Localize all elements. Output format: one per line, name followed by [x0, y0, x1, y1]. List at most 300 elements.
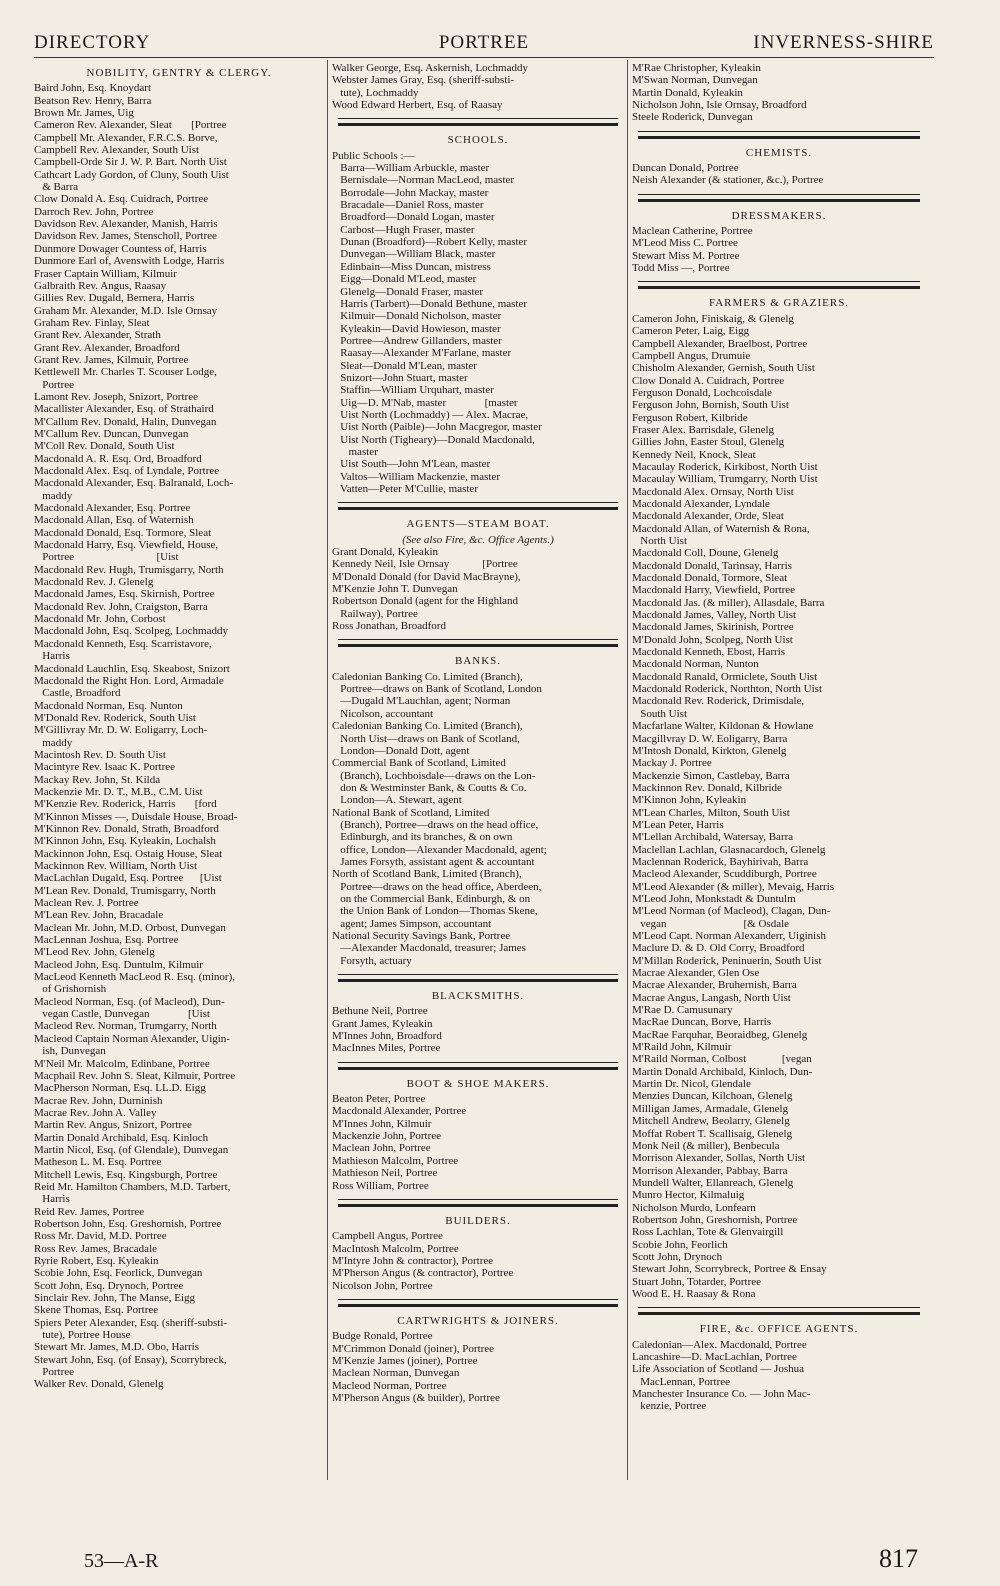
- directory-entry: Kilmuir—Donald Nicholson, master: [332, 310, 502, 323]
- directory-entry: Sleat—Donald M'Lean, master: [332, 359, 477, 372]
- directory-entry: Graham Mr. Alexander, M.D. Isle Ornsay: [34, 304, 218, 317]
- directory-entry: Mackinnon Rev. William, North Uist: [34, 860, 198, 872]
- directory-entry: Portree: [34, 1366, 75, 1379]
- directory-entry: Macdonald Mr. John, Corbost: [34, 613, 166, 626]
- directory-entry: Edinburgh, and its branches, & on own: [332, 831, 513, 844]
- directory-entry: Macleod Rev. Norman, Trumgarry, North: [34, 1020, 217, 1033]
- directory-entry: M'Leod John, Monkstadt & Duntulm: [632, 892, 796, 905]
- directory-entry: Campbell Angus, Drumuie: [632, 349, 751, 362]
- directory-entry: Cathcart Lady Gordon, of Cluny, South Uist: [34, 168, 229, 181]
- directory-entry: M'Callum Rev. Donald, Halin, Dunvegan: [34, 415, 217, 428]
- directory-entry: M'Lean Rev. Donald, Trumisgarry, North: [34, 884, 216, 897]
- directory-entry: M'Leod Rev. John, Glenelg: [34, 946, 155, 959]
- directory-entry: Ross William, Portree: [332, 1179, 429, 1192]
- directory-entry: M'Millan Roderick, Peninuerin, South Uist: [632, 954, 822, 967]
- directory-entry: Harris: [34, 1193, 70, 1206]
- directory-entry: tute), Portree House: [34, 1329, 131, 1342]
- directory-entry: Fraser Alex. Barrisdale, Glenelg: [632, 423, 775, 436]
- directory-entry: Campbell Mr. Alexander, F.R.C.S. Borve,: [34, 131, 218, 144]
- section-divider: [338, 502, 618, 510]
- directory-entry: Kyleakin—David Howieson, master: [332, 322, 501, 335]
- directory-entry: Barra—William Arbuckle, master: [332, 162, 490, 175]
- directory-entry: Baird John, Esq. Knoydart: [34, 82, 152, 95]
- header-left: DIRECTORY: [34, 32, 151, 53]
- directory-entry: Macdonald Donald, Tormore, Sleat: [632, 572, 788, 585]
- directory-entry: Stewart Mr. James, M.D. Obo, Harris: [34, 1341, 199, 1354]
- directory-entry: Maclean Rev. J. Portree: [34, 897, 139, 910]
- directory-entry: Portree—draws on Bank of Scotland, London: [332, 683, 542, 696]
- directory-entry: Robertson Donald (agent for the Highland: [332, 595, 519, 608]
- directory-entry: vegan [& Osdale: [632, 917, 790, 930]
- directory-entry: Gillies Rev. Dugald, Bernera, Harris: [34, 292, 195, 305]
- section-title-banks: BANKS.: [454, 655, 502, 668]
- directory-entry: Carbost—Hugh Fraser, master: [332, 223, 475, 236]
- section-title-fire: FIRE, &c. OFFICE AGENTS.: [699, 1323, 859, 1336]
- directory-entry: M'Kinnon John, Kyleakin: [632, 794, 747, 807]
- directory-entry: M'Crimmon Donald (joiner), Portree: [332, 1342, 495, 1355]
- header-rule: [34, 57, 934, 58]
- chemists-list: [632, 162, 926, 187]
- directory-entry: M'Kenzie John T. Dunvegan: [332, 583, 458, 596]
- directory-entry: Nicholson Murdo, Lonfearn: [632, 1201, 756, 1214]
- builders-continued-list: [632, 62, 926, 124]
- directory-entry: Macrae Angus, Langash, North Uist: [632, 991, 791, 1004]
- directory-entry: Castle, Broadford: [34, 687, 121, 700]
- directory-entry: Macleod Captain Norman Alexander, Uigin-: [34, 1032, 230, 1045]
- directory-entry: Matheson L. M. Esq. Portree: [34, 1156, 162, 1169]
- directory-entry: Portree—draws on the head office, Aberdeen,: [332, 880, 542, 893]
- section-divider: [338, 1299, 618, 1307]
- directory-entry: Moffat Robert T. Scallisaig, Glenelg: [632, 1127, 793, 1140]
- section-divider: [638, 131, 920, 139]
- directory-entry: M'Kinnon John, Esq. Kyleakin, Lochalsh: [34, 835, 216, 848]
- directory-entry: Macgillvray D. W. Eoligarry, Barra: [632, 732, 788, 745]
- directory-entry: Beaton Peter, Portree: [332, 1093, 426, 1106]
- directory-entry: Macleod Norman, Portree: [332, 1379, 447, 1392]
- directory-entry: Robertson John, Esq. Greshornish, Portree: [34, 1217, 222, 1230]
- directory-entry: M'Intyre John & contractor), Portree: [332, 1254, 494, 1267]
- directory-entry: M'Neil Mr. Malcolm, Edinbane, Portree: [34, 1057, 210, 1070]
- directory-entry: Stuart John, Totarder, Portree: [632, 1275, 762, 1288]
- directory-entry: Grant James, Kyleakin: [332, 1017, 433, 1030]
- directory-entry: London—Donald Dott, agent: [332, 744, 470, 757]
- directory-entry: M'Kenzie James (joiner), Portree: [332, 1354, 478, 1367]
- directory-entry: Macdonald Kenneth, Ebost, Harris: [632, 646, 786, 659]
- directory-entry: Portree—Andrew Gillanders, master: [332, 334, 502, 347]
- column-divider: [627, 60, 628, 1480]
- directory-entry: Dunmore Earl of, Avenswith Lodge, Harris: [34, 255, 225, 268]
- directory-entry: M'Leod Alexander (& miller), Mevaig, Harris: [632, 880, 835, 893]
- directory-entry: London—A. Stewart, agent: [332, 794, 462, 807]
- directory-entry: Macdonald Roderick, Northton, North Uist: [632, 683, 823, 696]
- header-center: PORTREE: [438, 32, 530, 53]
- directory-entry: Macdonald Alexander, Esq. Balranald, Loch-: [34, 477, 234, 490]
- farmers-list: [632, 313, 926, 1301]
- directory-entry: M'Leod Miss C. Portree: [632, 237, 738, 250]
- directory-entry: Martin Donald Archibald, Kinloch, Dun-: [632, 1065, 813, 1078]
- directory-entry: Macrae Alexander, Glen Ose: [632, 967, 760, 980]
- dressmakers-list: [632, 225, 926, 274]
- header-right: INVERNESS-SHIRE: [753, 32, 934, 53]
- directory-entry: Macdonald Donald, Tarinsay, Harris: [632, 559, 792, 572]
- directory-entry: Webster James Gray, Esq. (sheriff-substi-: [332, 74, 515, 87]
- directory-entry: MacPherson Norman, Esq. LL.D. Eigg: [34, 1082, 206, 1095]
- directory-entry: Macdonald Alexander, Orde, Sleat: [632, 510, 784, 523]
- directory-entry: Harris (Tarbert)—Donald Bethune, master: [332, 297, 528, 310]
- directory-entry: Macdonald Rev. Hugh, Trumisgarry, North: [34, 563, 224, 576]
- directory-entry: M'Donald Rev. Roderick, South Uist: [34, 711, 196, 724]
- directory-entry: Caledonian Banking Co. Limited (Branch),: [332, 720, 523, 733]
- directory-entry: on the Commercial Bank, Edinburgh, & on: [332, 892, 531, 905]
- directory-entry: Macleod John, Esq. Duntulm, Kilmuir: [34, 958, 203, 971]
- directory-entry: Macallister Alexander, Esq. of Strathaird: [34, 403, 214, 416]
- section-title-schools: SCHOOLS.: [447, 134, 509, 147]
- directory-entry: Stewart John, Esq. (of Ensay), Scorrybreck,: [34, 1353, 227, 1366]
- directory-entry: Caledonian—Alex. Macdonald, Portree: [632, 1338, 807, 1351]
- directory-entry: Scott John, Drynoch: [632, 1250, 723, 1263]
- directory-entry: M'Leod Capt. Norman Alexanderr, Uiginish: [632, 930, 827, 942]
- directory-entry: Ross Mr. David, M.D. Portree: [34, 1230, 167, 1243]
- directory-entry: Duncan Donald, Portree: [632, 162, 739, 175]
- directory-entry: Darroch Rev. John, Portree: [34, 205, 154, 218]
- section-title-boot: BOOT & SHOE MAKERS.: [406, 1077, 550, 1090]
- directory-entry: Grant Rev. James, Kilmuir, Portree: [34, 353, 189, 366]
- directory-entry: Lamont Rev. Joseph, Snizort, Portree: [34, 390, 198, 403]
- section-divider: [638, 194, 920, 202]
- section-title-chemists: CHEMISTS.: [745, 146, 813, 159]
- section-title-agents: AGENTS—STEAM BOAT.: [406, 518, 550, 531]
- directory-entry: —Alexander Macdonald, treasurer; James: [332, 942, 526, 955]
- directory-entry: M'Kinnon Misses —, Duisdale House, Broad-: [34, 810, 238, 823]
- section-title-blacksmiths: BLACKSMITHS.: [431, 990, 525, 1003]
- directory-entry: —Dugald M'Lauchlan, agent; Norman: [332, 695, 511, 708]
- directory-entry: Monk Neil (& miller), Benbecula: [632, 1139, 780, 1152]
- directory-entry: Stewart Miss M. Portree: [632, 249, 740, 262]
- directory-entry: Macdonald Harry, Viewfield, Portree: [632, 584, 796, 597]
- directory-entry: Macdonald James, Valley, North Uist: [632, 609, 797, 622]
- directory-entry: tute), Lochmaddy: [332, 86, 419, 99]
- directory-entry: Morrison Alexander, Pabbay, Barra: [632, 1164, 788, 1177]
- directory-entry: M'Pherson Angus (& contractor), Portree: [332, 1267, 514, 1280]
- directory-entry: Macphail Rev. John S. Sleat, Kilmuir, Portree: [34, 1069, 236, 1082]
- directory-entry: Dunan (Broadford)—Robert Kelly, master: [332, 236, 528, 249]
- directory-entry: Cameron Peter, Laig, Eigg: [632, 325, 750, 338]
- footer-signature: 53—A-R: [84, 1550, 159, 1572]
- directory-entry: office, London—Alexander Macdonald, agent;: [332, 843, 547, 856]
- directory-entry: Mackinnon Rev. Donald, Kilbride: [632, 781, 782, 794]
- directory-entry: Macdonald Rev. J. Glenelg: [34, 576, 154, 589]
- directory-entry: maddy: [34, 736, 73, 749]
- directory-entry: Bernisdale—Norman MacLeod, master: [332, 174, 515, 187]
- directory-entry: Edinbain—Miss Duncan, mistress: [332, 260, 491, 273]
- directory-entry: Campbell Alexander, Braelbost, Portree: [632, 337, 808, 350]
- cartwrights-list: [332, 1330, 624, 1404]
- directory-entry: Macdonald Jas. (& miller), Allasdale, Barra: [632, 596, 825, 609]
- directory-entry: Ross Rev. James, Bracadale: [34, 1242, 158, 1255]
- directory-entry: Mackinnon John, Esq. Ostaig House, Sleat: [34, 847, 223, 860]
- directory-entry: M'Gillivray Mr. D. W. Eoligarry, Loch-: [34, 724, 208, 737]
- directory-entry: Dunmore Dowager Countess of, Harris: [34, 242, 207, 255]
- directory-entry: Davidson Rev. Alexander, Manish, Harris: [34, 218, 218, 231]
- directory-entry: National Bank of Scotland, Limited: [332, 806, 490, 819]
- page-header: [34, 32, 934, 56]
- nobility-continued-list: [332, 62, 624, 111]
- directory-entry: Clow Donald A. Esq. Cuidrach, Portree: [34, 193, 209, 206]
- directory-entry: Galbraith Rev. Angus, Raasay: [34, 279, 167, 292]
- directory-entry: of Grishornish: [34, 983, 107, 996]
- directory-entry: Macdonald Kenneth, Esq. Scarristavore,: [34, 637, 212, 650]
- directory-entry: Ferguson John, Bornish, South Uist: [632, 399, 789, 412]
- directory-entry: Glenelg—Donald Fraser, master: [332, 285, 484, 298]
- directory-entry: Broadford—Donald Logan, master: [332, 211, 495, 224]
- directory-entry: Macdonald Alexander, Portree: [332, 1105, 467, 1118]
- directory-entry: Macdonald Ranald, Ormiclete, South Uist: [632, 670, 818, 683]
- directory-entry: Macrae Rev. John A. Valley: [34, 1106, 157, 1119]
- section-divider: [638, 1307, 920, 1315]
- directory-entry: North of Scotland Bank, Limited (Branch),: [332, 868, 522, 881]
- section-divider: [338, 1199, 618, 1207]
- directory-entry: Bethune Neil, Portree: [332, 1005, 428, 1018]
- directory-entry: Nicolson John, Portree: [332, 1279, 433, 1292]
- directory-entry: South Uist: [632, 707, 688, 720]
- section-title-dressmakers: DRESSMAKERS.: [731, 209, 827, 222]
- directory-entry: Wood E. H. Raasay & Rona: [632, 1287, 756, 1300]
- directory-entry: MacRae Duncan, Borve, Harris: [632, 1016, 771, 1029]
- directory-entry: Grant Rev. Alexander, Broadford: [34, 341, 180, 354]
- directory-entry: M'Donald John, Scolpeg, North Uist: [632, 633, 793, 646]
- directory-entry: Portree [Uist: [34, 551, 179, 564]
- directory-entry: Reid Mr. Hamilton Chambers, M.D. Tarbert,: [34, 1180, 231, 1193]
- directory-entry: Macfarlane Walter, Kildonan & Howlane: [632, 720, 814, 733]
- directory-entry: Mackenzie John, Portree: [332, 1130, 442, 1143]
- directory-entry: Macdonald Donald, Esq. Tormore, Sleat: [34, 526, 212, 539]
- directory-entry: Stewart John, Scorrybreck, Portree & Ensay: [632, 1263, 827, 1276]
- directory-entry: Cameron Rev. Alexander, Sleat [Portree: [34, 119, 227, 132]
- directory-entry: MacLennan Joshua, Esq. Portree: [34, 934, 179, 947]
- directory-entry: Uist North (Tigheary)—Donald Macdonald,: [332, 433, 535, 446]
- directory-entry: North Uist—draws on Bank of Scotland,: [332, 732, 520, 745]
- directory-entry: M'Kinnon Rev. Donald, Strath, Broadford: [34, 822, 219, 835]
- directory-entry: M'Lean Charles, Milton, South Uist: [632, 806, 790, 819]
- directory-entry: Maclellan Lachlan, Glasnacardoch, Glenelg: [632, 843, 826, 856]
- directory-entry: Scobie John, Feorlich: [632, 1238, 728, 1251]
- directory-entry: MacLeod Kenneth MacLeod R. Esq. (minor),: [34, 971, 235, 984]
- directory-entry: Ross Jonathan, Broadford: [332, 620, 446, 633]
- directory-entry: Budge Ronald, Portree: [332, 1330, 433, 1343]
- directory-entry: Railway), Portree: [332, 607, 418, 620]
- directory-entry: M'Donald Donald (for David MacBrayne),: [332, 570, 521, 583]
- directory-entry: M'Innes John, Kilmuir: [332, 1117, 432, 1130]
- directory-entry: Maclennan Roderick, Bayhirivah, Barra: [632, 855, 809, 868]
- directory-entry: Raasay—Alexander M'Farlane, master: [332, 347, 512, 360]
- directory-entry: ish, Dunvegan: [34, 1045, 106, 1058]
- agents-list: [332, 546, 624, 632]
- directory-entry: Martin Donald, Kyleakin: [632, 86, 743, 99]
- directory-entry: Martin Dr. Nicol, Glendale: [632, 1078, 751, 1091]
- directory-entry: M'Rae Christopher, Kyleakin: [632, 62, 761, 74]
- directory-entry: Scott John, Esq. Drynoch, Portree: [34, 1279, 184, 1292]
- directory-entry: Macaulay Roderick, Kirkibost, North Uist: [632, 460, 818, 473]
- directory-entry: vegan Castle, Dunvegan [Uist: [34, 1008, 210, 1021]
- directory-entry: Grant Donald, Kyleakin: [332, 546, 438, 559]
- directory-entry: Sinclair Rev. John, The Manse, Eigg: [34, 1292, 196, 1305]
- directory-entry: National Security Savings Bank, Portree: [332, 930, 511, 942]
- blacksmiths-list: [332, 1005, 624, 1054]
- directory-entry: Brown Mr. James, Uig: [34, 107, 134, 120]
- schools-list: [332, 150, 624, 496]
- directory-entry: Nicholson John, Isle Ornsay, Broadford: [632, 99, 807, 112]
- directory-entry: kenzie, Portree: [632, 1400, 707, 1413]
- directory-entry: Macdonald Alex. Esq. of Lyndale, Portree: [34, 465, 220, 477]
- directory-entry: Mackenzie Simon, Castlebay, Barra: [632, 769, 790, 782]
- directory-entry: Eigg—Donald M'Leod, master: [332, 273, 477, 286]
- directory-entry: Macdonald Harry, Esq. Viewfield, House,: [34, 539, 219, 552]
- directory-entry: Uig—D. M'Nab, master [master: [332, 396, 518, 409]
- directory-entry: Chisholm Alexander, Gernish, South Uist: [632, 362, 815, 375]
- directory-entry: Nicolson, accountant: [332, 707, 434, 720]
- directory-entry: Macintosh Rev. D. South Uist: [34, 748, 166, 761]
- directory-entry: Bracadale—Daniel Ross, master: [332, 199, 484, 212]
- directory-entry: Walker George, Esq. Askernish, Lochmaddy: [332, 62, 528, 74]
- directory-entry: Grant Rev. Alexander, Strath: [34, 329, 161, 342]
- section-divider: [338, 1062, 618, 1070]
- directory-entry: Snizort—John Stuart, master: [332, 371, 468, 384]
- directory-entry: MacIntosh Malcolm, Portree: [332, 1242, 459, 1255]
- directory-entry: Dunvegan—William Black, master: [332, 248, 496, 261]
- directory-entry: master: [332, 445, 378, 458]
- directory-entry: Uist North (Lochmaddy) — Alex. Macrae,: [332, 408, 529, 421]
- directory-entry: M'Raild John, Kilmuir: [632, 1041, 732, 1054]
- directory-entry: Commercial Bank of Scotland, Limited: [332, 757, 506, 770]
- directory-entry: Wood Edward Herbert, Esq. of Raasay: [332, 99, 503, 112]
- directory-entry: Ferguson Donald, Lochcoisdale: [632, 386, 773, 399]
- directory-entry: James Forsyth, assistant agent & accountant: [332, 855, 535, 868]
- directory-entry: Macrae Rev. John, Durninish: [34, 1094, 163, 1107]
- directory-entry: MacRae Farquhar, Beoraidbeg, Glenelg: [632, 1028, 808, 1041]
- directory-entry: Graham Rev. Finlay, Sleat: [34, 316, 150, 329]
- section-title-nobility: NOBILITY, GENTRY & CLERGY.: [86, 67, 272, 79]
- directory-entry: Uist North (Paible)—John Macgregor, master: [332, 421, 542, 434]
- page-number: 817: [879, 1544, 918, 1573]
- directory-entry: Maclean John, Portree: [332, 1142, 431, 1155]
- directory-entry: M'Lean Rev. John, Bracadale: [34, 909, 164, 922]
- directory-entry: Mitchell Lewis, Esq. Kingsburgh, Portree: [34, 1168, 218, 1181]
- directory-entry: Mitchell Andrew, Beolarry, Glenelg: [632, 1115, 790, 1128]
- directory-entry: Uist South—John M'Lean, master: [332, 458, 491, 471]
- section-divider: [338, 974, 618, 982]
- section-divider: [338, 118, 618, 126]
- directory-entry: M'Swan Norman, Dunvegan: [632, 74, 758, 87]
- directory-entry: (Branch), Portree—draws on the head office,: [332, 818, 539, 831]
- directory-entry: Macdonald the Right Hon. Lord, Armadale: [34, 674, 224, 687]
- fire-agents-list: [632, 1339, 926, 1413]
- directory-entry: Macdonald A. R. Esq. Ord, Broadford: [34, 452, 202, 465]
- section-title-builders: BUILDERS.: [445, 1214, 511, 1227]
- directory-entry: Mathieson Neil, Portree: [332, 1167, 438, 1180]
- directory-entry: Macdonald Alexander, Lyndale: [632, 497, 770, 510]
- directory-entry: M'Coll Rev. Donald, South Uist: [34, 440, 175, 453]
- column-2: [332, 62, 624, 1404]
- directory-entry: Portree: [34, 378, 75, 391]
- directory-entry: Martin Rev. Angus, Snizort, Portree: [34, 1119, 192, 1132]
- directory-entry: Valtos—William Mackenzie, master: [332, 470, 500, 483]
- directory-entry: Kennedy Neil, Knock, Sleat: [632, 448, 756, 461]
- agents-note: (See also Fire, &c. Office Agents.): [402, 533, 554, 546]
- directory-entry: Kettlewell Mr. Charles T. Scouser Lodge,: [34, 366, 217, 379]
- directory-entry: Macdonald Allan, of Waternish & Rona,: [632, 522, 810, 535]
- directory-entry: Mackay Rev. John, St. Kilda: [34, 773, 161, 786]
- section-divider: [638, 281, 920, 289]
- directory-entry: M'Kenzie Rev. Roderick, Harris [ford: [34, 798, 217, 811]
- directory-entry: Macdonald John, Esq. Scolpeg, Lochmaddy: [34, 625, 228, 638]
- directory-entry: Steele Roderick, Dunvegan: [632, 111, 753, 124]
- directory-entry: North Uist: [632, 535, 687, 547]
- directory-entry: M'Leod Norman (of Macleod), Clagan, Dun-: [632, 905, 831, 918]
- directory-entry: Staffin—William Urquhart, master: [332, 384, 494, 397]
- directory-entry: Walker Rev. Donald, Glenelg: [34, 1378, 164, 1391]
- directory-entry: Campbell Rev. Alexander, South Uist: [34, 144, 200, 157]
- directory-entry: Manchester Insurance Co. — John Mac-: [632, 1388, 811, 1401]
- directory-entry: Macdonald Coll, Doune, Glenelg: [632, 547, 779, 560]
- directory-entry: Macleod Norman, Esq. (of Macleod), Dun-: [34, 995, 225, 1008]
- directory-entry: Kennedy Neil, Isle Ornsay [Portree: [332, 558, 518, 571]
- directory-entry: Macdonald Rev. John, Craigston, Barra: [34, 600, 208, 613]
- directory-entry: Cameron John, Finiskaig, & Glenelg: [632, 312, 794, 325]
- directory-entry: & Barra: [34, 181, 78, 194]
- directory-entry: (Branch), Lochboisdale—draws on the Lon-: [332, 769, 536, 782]
- directory-entry: Menzies Duncan, Kilchoan, Glenelg: [632, 1090, 793, 1103]
- directory-entry: Fraser Captain William, Kilmuir: [34, 267, 177, 280]
- directory-entry: Campbell-Orde Sir J. W. P. Bart. North Uist: [34, 156, 227, 169]
- section-divider: [338, 639, 618, 647]
- directory-entry: Mackay J. Portree: [632, 757, 712, 770]
- directory-entry: agent; James Simpson, accountant: [332, 917, 492, 930]
- directory-entry: Martin Nicol, Esq. (of Glendale), Dunvegan: [34, 1143, 229, 1156]
- directory-entry: M'Innes John, Broadford: [332, 1030, 442, 1043]
- nobility-list: [34, 82, 324, 1390]
- directory-entry: Macdonald James, Skirinish, Portree: [632, 621, 794, 634]
- directory-entry: Caledonian Banking Co. Limited (Branch),: [332, 670, 523, 683]
- directory-entry: Martin Donald Archibald, Esq. Kinloch: [34, 1131, 209, 1144]
- column-1: [34, 62, 324, 1391]
- directory-entry: Clow Donald A. Cuidrach, Portree: [632, 374, 785, 387]
- directory-entry: Macdonald Lauchlin, Esq. Skeabost, Snizort: [34, 662, 230, 675]
- directory-entry: Maclean Mr. John, M.D. Orbost, Dunvegan: [34, 921, 226, 934]
- directory-entry: Campbell Angus, Portree: [332, 1230, 443, 1243]
- directory-entry: Vatten—Peter M'Cullie, master: [332, 483, 478, 495]
- directory-entry: Macrae Alexander, Bruhernish, Barra: [632, 979, 797, 992]
- directory-entry: Maclean Catherine, Portree: [632, 225, 753, 238]
- directory-entry: MacInnes Miles, Portree: [332, 1042, 441, 1055]
- directory-entry: M'Raild Norman, Colbost [vegan: [632, 1053, 812, 1066]
- directory-entry: Macdonald Allan, Esq. of Waternish: [34, 514, 194, 527]
- section-title-farmers: FARMERS & GRAZIERS.: [708, 297, 850, 310]
- directory-entry: Maclean Norman, Dunvegan: [332, 1367, 460, 1380]
- directory-entry: Public Schools :—: [332, 149, 415, 162]
- directory-entry: Macdonald Rev. Roderick, Drimisdale,: [632, 695, 805, 708]
- section-title-cartwrights: CARTWRIGHTS & JOINERS.: [397, 1314, 559, 1327]
- directory-entry: Davidson Rev. James, Stenscholl, Portree: [34, 230, 217, 243]
- directory-entry: Milligan James, Armadale, Glenelg: [632, 1102, 789, 1115]
- boot-makers-list: [332, 1093, 624, 1192]
- directory-entry: Robertson John, Greshornish, Portree: [632, 1213, 798, 1226]
- directory-entry: Harris: [34, 650, 70, 663]
- directory-entry: Ryrie Robert, Esq. Kyleakin: [34, 1255, 159, 1267]
- directory-entry: Spiers Peter Alexander, Esq. (sheriff-substi-: [34, 1316, 228, 1329]
- directory-entry: Lancashire—D. MacLachlan, Portree: [632, 1351, 797, 1363]
- directory-entry: Reid Rev. James, Portree: [34, 1205, 145, 1218]
- directory-entry: Macdonald Norman, Esq. Nunton: [34, 699, 183, 712]
